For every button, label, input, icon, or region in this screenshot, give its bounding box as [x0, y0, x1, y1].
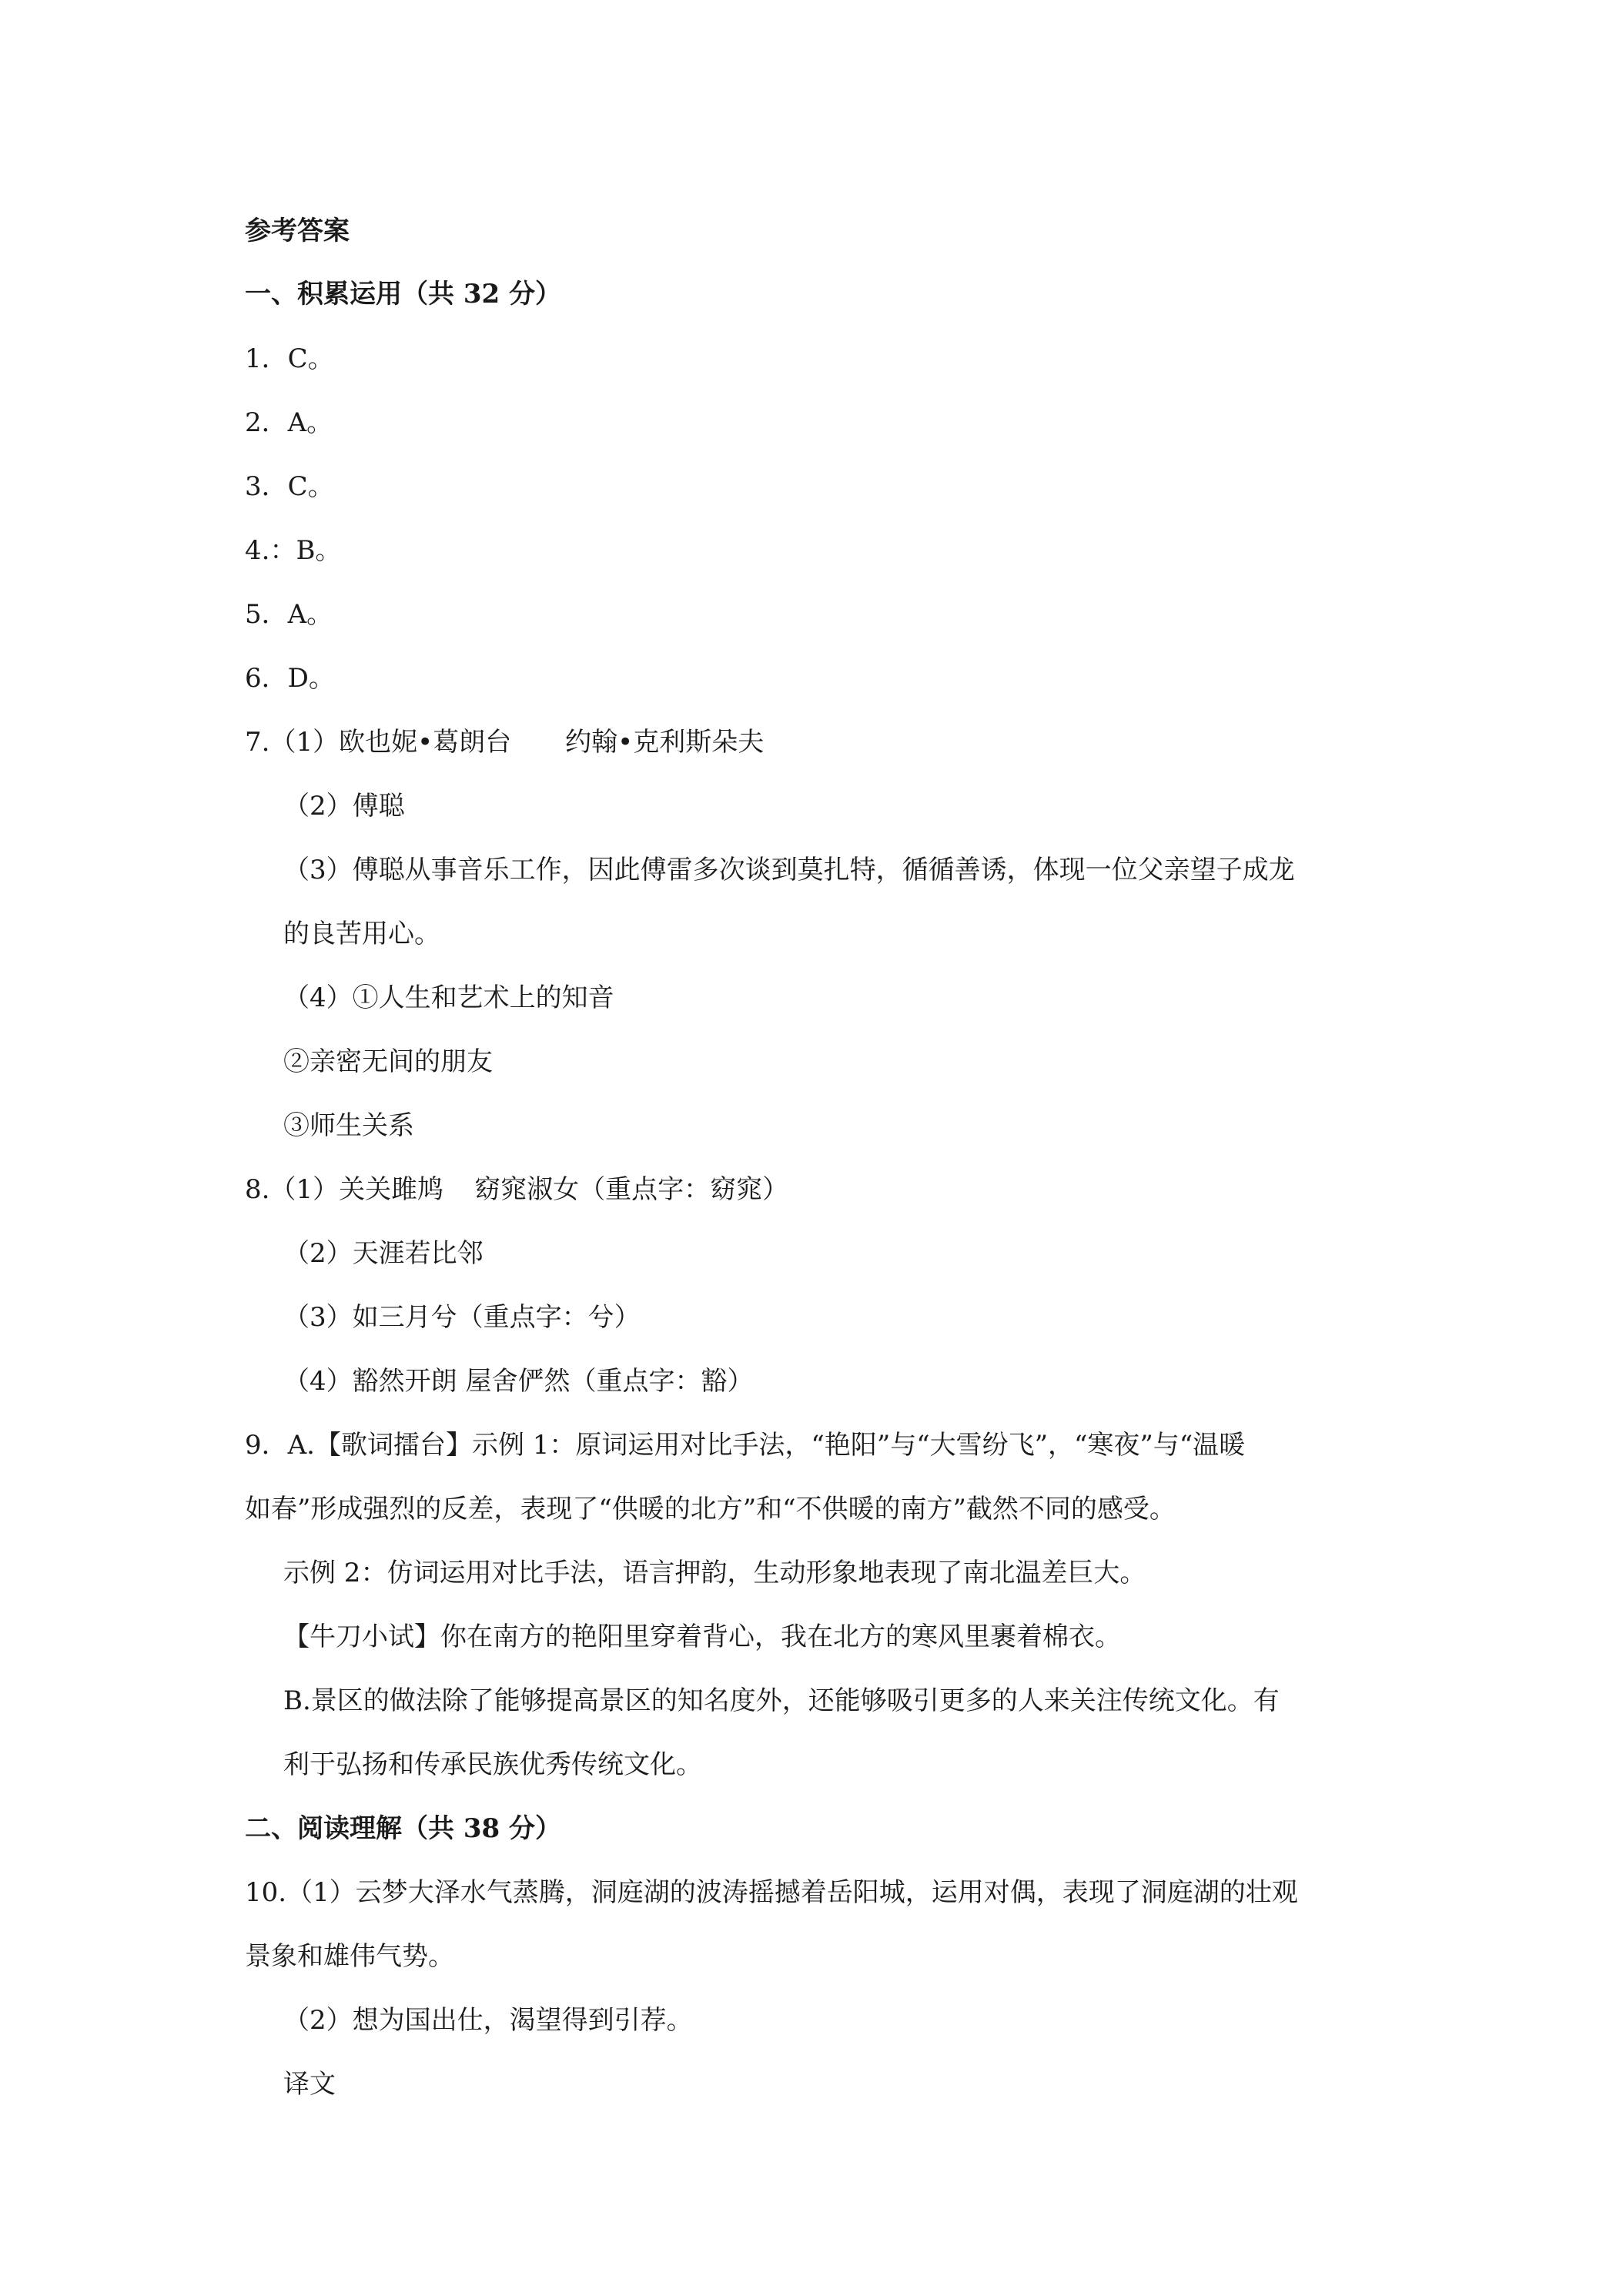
q8-part1-b: 窈窕淑女（重点字：窈窕）: [474, 1174, 789, 1205]
answer-q7-part4-line3: ③师生关系: [283, 1110, 414, 1141]
answer-q5: 5．A。: [245, 599, 333, 630]
answer-q7-part4-line1: （4）①人生和艺术上的知音: [283, 982, 614, 1013]
answer-q8-part3: （3）如三月兮（重点字：兮）: [283, 1302, 641, 1333]
answer-q3: 3．C。: [245, 471, 334, 502]
page-title: 参考答案: [245, 216, 350, 246]
section1-heading: 一、积累运用（共 32 分）: [245, 279, 561, 310]
answer-q2: 2．A。: [245, 407, 333, 438]
answer-q7-part2: （2）傅聪: [283, 791, 405, 822]
q7-part1-book2: 约翰•克利斯朵夫: [565, 727, 765, 758]
answer-q9-line4: 【牛刀小试】你在南方的艳阳里穿着背心，我在北方的寒风里裹着棉衣。: [283, 1622, 1121, 1652]
q8-part1-a: 8.（1）关关雎鸠: [245, 1174, 444, 1205]
answer-q9-line2: 如春”形成强烈的反差，表现了“供暖的北方”和“不供暖的南方”截然不同的感受。: [245, 1494, 1176, 1525]
answer-q7-part1: [245, 723, 764, 761]
answer-q9-line6: 利于弘扬和传承民族优秀传统文化。: [283, 1749, 702, 1780]
section2-heading: 二、阅读理解（共 38 分）: [245, 1813, 561, 1844]
answer-q6: 6．D。: [245, 663, 335, 694]
answer-q4: 4.：B。: [245, 535, 342, 566]
answer-q7-part4-line2: ②亲密无间的朋友: [283, 1046, 493, 1077]
answer-q9-line5: B.景区的做法除了能够提高景区的知名度外，还能够吸引更多的人来关注传统文化。有: [283, 1685, 1280, 1716]
answer-q10-line3: （2）想为国出仕，渴望得到引荐。: [283, 2005, 693, 2036]
answer-q8-part4: （4）豁然开朗 屋舍俨然（重点字：豁）: [283, 1366, 754, 1397]
answer-q10-line2: 景象和雄伟气势。: [245, 1941, 454, 1972]
answer-q10-line4: 译文: [283, 2069, 336, 2100]
answer-q10-line1: 10.（1）云梦大泽水气蒸腾，洞庭湖的波涛摇撼着岳阳城，运用对偶，表现了洞庭湖的壮观: [245, 1877, 1298, 1908]
answer-q1: 1．C。: [245, 343, 334, 374]
answer-q8-part1: [245, 1170, 788, 1209]
answer-q7-part3-line1: （3）傅聪从事音乐工作，因此傅雷多次谈到莫扎特，循循善诱，体现一位父亲望子成龙: [283, 855, 1295, 885]
answer-q8-part2: （2）天涯若比邻: [283, 1238, 484, 1269]
answer-q9-line1: 9．A.【歌词擂台】示例 1：原词运用对比手法，“艳阳”与“大雪纷飞”，“寒夜”与“温暖: [245, 1430, 1246, 1461]
q7-part1-book1: 7.（1）欧也妮•葛朗台: [245, 727, 512, 758]
answer-q9-line3: 示例 2：仿词运用对比手法，语言押韵，生动形象地表现了南北温差巨大。: [283, 1558, 1146, 1588]
answer-q7-part3-line2: 的良苦用心。: [283, 919, 440, 949]
